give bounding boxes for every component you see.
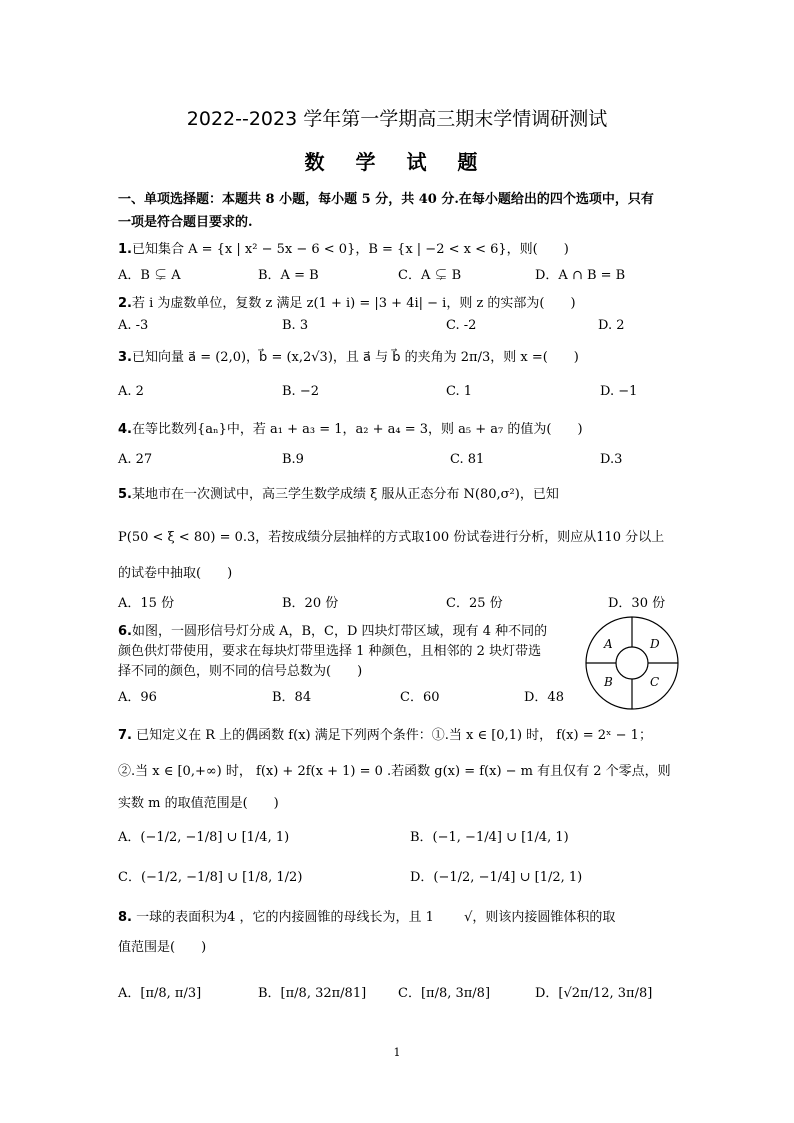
question-6-line3: 择不同的颜色，则不同的信号总数为( ): [118, 664, 363, 679]
question-text-line1: 已知定义在 R 上的偶函数 f(x) 满足下列两个条件：①.当 x ∈ [0,1) 时， f(x) = 2ˣ − 1；: [136, 728, 652, 743]
q8-option-d: D．[√2π/12, 3π/8]: [535, 986, 653, 1001]
question-text-line1: 一球的表面积为4 ，它的内接圆锥的母线长为，且 1 √，则该内接圆锥体积的取: [136, 910, 616, 925]
question-6-line2: 颜色供灯带使用，要求在每块灯带里选择 1 种颜色，且相邻的 2 块灯带选: [118, 644, 542, 659]
q2-option-b: B. 3: [282, 318, 309, 333]
section-heading-line1: 一、单项选择题：本题共 8 小题，每小题 5 分，共 40 分.在每小题给出的四个选项中，只有: [118, 192, 654, 207]
region-label-c: C: [650, 675, 660, 689]
page-title: 2022--2023 学年第一学期高三期末学情调研测试: [186, 108, 608, 130]
question-number: 3.: [118, 350, 132, 365]
question-number: 6.: [118, 624, 132, 639]
question-3: [118, 346, 579, 365]
region-label-b: B: [604, 675, 613, 689]
q3-option-d: D. −1: [600, 384, 638, 399]
section-heading-line2: 一项是符合题目要求的.: [118, 215, 253, 230]
question-4: [118, 418, 583, 437]
q7-option-b: B．(−1, −1/4] ∪ [1/4, 1): [410, 830, 569, 845]
q6-option-c: C．60: [400, 690, 440, 705]
q2-option-c: C. -2: [446, 318, 477, 333]
q1-option-b: B．A = B: [258, 268, 319, 283]
question-5-line3: 的试卷中抽取( ): [118, 566, 233, 581]
q5-option-a: A．15 份: [118, 596, 175, 611]
q7-option-d: D．(−1/2, −1/4] ∪ [1/2, 1): [410, 870, 583, 885]
q7-option-a: A．(−1/2, −1/8] ∪ [1/4, 1): [118, 830, 290, 845]
question-text: 在等比数列{aₙ}中，若 a₁ + a₃ = 1，a₂ + a₄ = 3，则 a₅ + a₇ 的值为( ): [131, 422, 583, 437]
question-7-line2: ②.当 x ∈ [0,+∞) 时， f(x) + 2f(x + 1) = 0 .若函数 g(x) = f(x) − m 有且仅有 2 个零点，则: [118, 764, 671, 779]
question-number: 4.: [118, 422, 132, 437]
question-text: 已知集合 A = {x | x² − 5x − 6 < 0}，B = {x | −2 < x < 6}，则( ): [131, 242, 569, 257]
inner-circle: [616, 647, 648, 679]
question-number: 8.: [118, 910, 132, 925]
question-7-line3: 实数 m 的取值范围是( ): [118, 796, 279, 811]
question-number: 5.: [118, 487, 132, 502]
question-text: 已知向量 a⃗ = (2,0)，b⃗ = (x,2√3)，且 a⃗ 与 b⃗ 的夹角为 2π/3，则 x =( ): [131, 350, 579, 365]
question-5-line2: P(50 < ξ < 80) = 0.3，若按成绩分层抽样的方式取100 份试卷进行分析，则应从110 分以上: [118, 530, 665, 545]
q2-option-d: D. 2: [598, 318, 625, 333]
question-number: 2.: [118, 296, 132, 311]
q1-option-d: D．A ∩ B = B: [535, 268, 626, 283]
q5-option-d: D．30 份: [608, 596, 666, 611]
region-label-a: A: [604, 637, 613, 651]
question-number: 1.: [118, 242, 132, 257]
q6-option-d: D．48: [524, 690, 564, 705]
q3-option-a: A. 2: [118, 384, 144, 399]
region-label-d: D: [650, 637, 660, 651]
question-6: [118, 620, 547, 639]
page-subtitle: 数 学 试 题: [304, 150, 490, 174]
question-text-line1: 某地市在一次测试中，高三学生数学成绩 ξ 服从正态分布 N(80,σ²)，已知: [131, 487, 559, 502]
q4-option-c: C. 81: [450, 452, 485, 467]
q4-option-b: B.9: [282, 452, 304, 467]
question-text: 若 i 为虚数单位，复数 z 满足 z(1 + i) = |3 + 4i| − i，则 z 的实部为( ): [131, 296, 576, 311]
q7-option-c: C．(−1/2, −1/8] ∪ [1/8, 1/2): [118, 870, 303, 885]
q8-option-a: A．[π/8, π/3]: [118, 986, 202, 1001]
q4-option-a: A. 27: [118, 452, 153, 467]
question-8-line2: 值范围是( ): [118, 940, 207, 955]
q3-option-c: C. 1: [446, 384, 473, 399]
question-7: [118, 724, 652, 743]
question-number: 7.: [118, 728, 132, 743]
q5-option-b: B．20 份: [282, 596, 339, 611]
q3-option-b: B. −2: [282, 384, 319, 399]
q6-option-b: B．84: [272, 690, 312, 705]
question-5: [118, 483, 559, 502]
signal-light-figure: [582, 614, 682, 714]
q1-option-a: A．B ⊊ A: [118, 268, 181, 283]
q8-option-c: C．[π/8, 3π/8]: [398, 986, 491, 1001]
question-8: [118, 906, 615, 925]
q8-option-b: B．[π/8, 32π/81]: [258, 986, 367, 1001]
q2-option-a: A. -3: [118, 318, 149, 333]
question-1: [118, 238, 569, 257]
q5-option-c: C．25 份: [446, 596, 503, 611]
question-text-line1: 如图，一圆形信号灯分成 A，B，C，D 四块灯带区域，现有 4 种不同的: [131, 624, 548, 639]
q6-option-a: A．96: [118, 690, 157, 705]
q1-option-c: C．A ⊊ B: [398, 268, 462, 283]
page-number: 1: [393, 1046, 401, 1059]
q4-option-d: D.3: [600, 452, 623, 467]
question-2: [118, 292, 576, 311]
